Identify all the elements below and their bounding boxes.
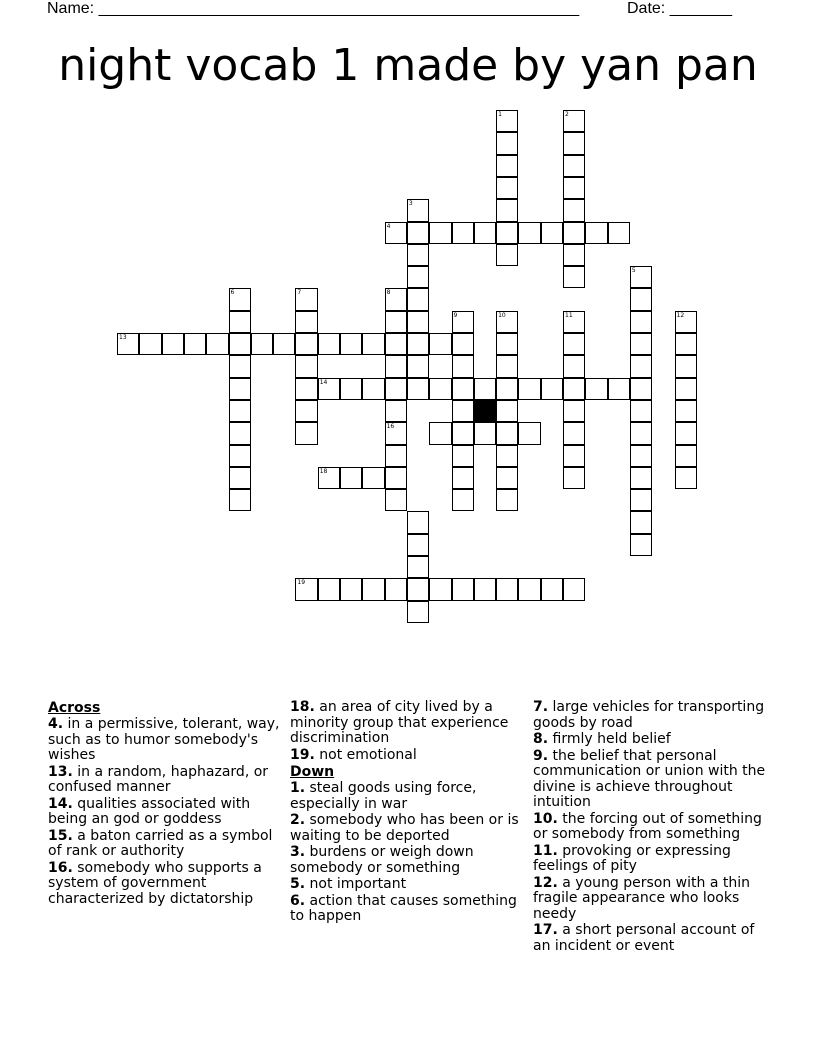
grid-cell[interactable] <box>295 400 317 422</box>
grid-cell[interactable] <box>474 422 496 444</box>
grid-cell[interactable] <box>229 355 251 377</box>
grid-cell[interactable] <box>229 467 251 489</box>
grid-cell[interactable] <box>518 378 540 400</box>
grid-cell[interactable] <box>407 534 429 556</box>
grid-cell[interactable] <box>251 333 273 355</box>
grid-cell[interactable] <box>630 400 652 422</box>
clue-item <box>533 700 769 731</box>
grid-cell[interactable] <box>407 199 429 221</box>
grid-cell[interactable] <box>362 467 384 489</box>
grid-cell[interactable] <box>563 333 585 355</box>
clue-number: 6 <box>230 289 235 297</box>
grid-cell[interactable] <box>563 422 585 444</box>
clue-item <box>290 781 526 812</box>
grid-cell[interactable] <box>407 222 429 244</box>
clue-item-text: a young person with a thin fragile appearance who looks needy <box>533 874 750 922</box>
grid-cell[interactable] <box>318 467 340 489</box>
grid-cell[interactable] <box>675 311 697 333</box>
grid-cell[interactable] <box>407 511 429 533</box>
clue-item-text: action that causes something to happen <box>290 892 517 924</box>
clue-item <box>533 876 769 923</box>
clue-number: 16 <box>386 423 395 431</box>
grid-cell[interactable] <box>563 311 585 333</box>
clue-number: 12 <box>676 311 685 319</box>
clue-item <box>48 765 284 796</box>
grid-cell[interactable] <box>429 422 451 444</box>
clue-item-number: 19. <box>290 746 315 763</box>
grid-cell[interactable] <box>474 578 496 600</box>
grid-cell[interactable] <box>295 422 317 444</box>
grid-cell[interactable] <box>407 333 429 355</box>
grid-cell[interactable] <box>295 333 317 355</box>
grid-cell[interactable] <box>385 333 407 355</box>
clue-item-text: qualities associated with being an god or goddess <box>48 795 251 827</box>
grid-cell[interactable] <box>496 155 518 177</box>
grid-cell[interactable] <box>229 288 251 310</box>
grid-cell[interactable] <box>474 378 496 400</box>
grid-cell[interactable] <box>295 311 317 333</box>
clue-item-number: 8. <box>533 731 549 747</box>
grid-cell[interactable] <box>563 199 585 221</box>
grid-cell[interactable] <box>452 467 474 489</box>
down-heading: Down <box>290 764 335 780</box>
grid-cell[interactable] <box>229 400 251 422</box>
clue-item-text: large vehicles for transporting goods by road <box>533 699 765 731</box>
clue-column-2 <box>290 700 526 926</box>
grid-cell[interactable] <box>563 155 585 177</box>
clue-item-text: somebody who has been or is waiting to be deported <box>290 812 519 844</box>
clue-number: 5 <box>631 267 636 275</box>
grid-cell[interactable] <box>385 355 407 377</box>
grid-cell[interactable] <box>518 222 540 244</box>
grid-cell[interactable] <box>318 333 340 355</box>
grid-cell[interactable] <box>563 578 585 600</box>
clue-item <box>290 748 526 764</box>
grid-cell[interactable] <box>407 378 429 400</box>
grid-cell[interactable] <box>452 400 474 422</box>
clue-item-number: 3. <box>290 844 306 860</box>
clue-number: 8 <box>386 289 391 297</box>
clue-item <box>48 829 284 860</box>
clue-number: 3 <box>408 200 413 208</box>
clue-item-number: 12. <box>533 874 558 891</box>
grid-cell[interactable] <box>340 467 362 489</box>
grid-cell[interactable] <box>585 378 607 400</box>
grid-cell[interactable] <box>496 400 518 422</box>
grid-cell[interactable] <box>407 288 429 310</box>
grid-cell[interactable] <box>496 110 518 132</box>
name-field-label: Name: ______________________________________________________ <box>47 0 580 17</box>
grid-cell[interactable] <box>429 333 451 355</box>
clue-item-text: an area of city lived by a minority group that experience discrimination <box>290 699 509 746</box>
clue-item-number: 5. <box>290 876 306 892</box>
clue-item-text: provoking or expressing feelings of pity <box>533 842 731 874</box>
grid-cell[interactable] <box>563 244 585 266</box>
grid-cell[interactable] <box>541 578 563 600</box>
grid-cell[interactable] <box>496 177 518 199</box>
clue-item <box>533 812 769 843</box>
clue-item <box>48 717 284 764</box>
grid-cell[interactable] <box>162 333 184 355</box>
grid-cell[interactable] <box>675 445 697 467</box>
clue-item-text: burdens or weigh down somebody or something <box>290 844 474 876</box>
grid-cell[interactable] <box>496 467 518 489</box>
grid-cell[interactable] <box>295 355 317 377</box>
grid-cell[interactable] <box>385 422 407 444</box>
clue-item <box>290 894 526 925</box>
clue-item-text: a short personal account of an incident or event <box>533 922 755 954</box>
grid-cell[interactable] <box>563 355 585 377</box>
grid-cell[interactable] <box>496 132 518 154</box>
grid-cell[interactable] <box>407 556 429 578</box>
clue-item-number: 16. <box>48 859 73 876</box>
grid-cell[interactable] <box>362 378 384 400</box>
grid-cell[interactable] <box>184 333 206 355</box>
grid-cell[interactable] <box>496 422 518 444</box>
grid-cell[interactable] <box>362 578 384 600</box>
grid-cell[interactable] <box>630 266 652 288</box>
grid-cell[interactable] <box>496 333 518 355</box>
clue-item <box>290 813 526 844</box>
clue-item-number: 11. <box>533 842 558 859</box>
clue-item <box>290 877 526 893</box>
clue-item-text: in a permissive, tolerant, way, such as to humor somebody's wishes <box>48 716 280 763</box>
grid-cell[interactable] <box>452 578 474 600</box>
clue-item <box>533 749 769 811</box>
clue-item-number: 10. <box>533 810 558 827</box>
grid-cell[interactable] <box>295 288 317 310</box>
grid-cell[interactable] <box>518 422 540 444</box>
grid-cell[interactable] <box>407 601 429 623</box>
grid-cell[interactable] <box>496 355 518 377</box>
clue-item-number: 7. <box>533 699 549 715</box>
clue-number: 14 <box>319 378 328 386</box>
clue-item-number: 2. <box>290 812 306 828</box>
grid-cell[interactable] <box>117 333 139 355</box>
grid-cell[interactable] <box>139 333 161 355</box>
clue-item-number: 9. <box>533 747 549 764</box>
grid-cell[interactable] <box>563 378 585 400</box>
grid-cell[interactable] <box>675 422 697 444</box>
grid-cell[interactable] <box>675 333 697 355</box>
grid-cell[interactable] <box>318 578 340 600</box>
grid-cell[interactable] <box>496 311 518 333</box>
grid-cell[interactable] <box>452 355 474 377</box>
grid-cell[interactable] <box>630 311 652 333</box>
grid-cell[interactable] <box>318 378 340 400</box>
grid-cell[interactable] <box>385 445 407 467</box>
grid-cell[interactable] <box>206 333 228 355</box>
clue-item-text: somebody who supports a system of government characterized by dictatorship <box>48 859 262 907</box>
grid-cell[interactable] <box>630 445 652 467</box>
clue-item-text: in a random, haphazard, or confused manner <box>48 763 269 795</box>
grid-cell[interactable] <box>362 333 384 355</box>
grid-cell[interactable] <box>229 333 251 355</box>
grid-cell[interactable] <box>429 378 451 400</box>
clue-number: 1 <box>498 111 502 118</box>
across-heading: Across <box>48 700 101 716</box>
grid-cell[interactable] <box>340 333 362 355</box>
grid-cell[interactable] <box>452 378 474 400</box>
grid-cell[interactable] <box>407 578 429 600</box>
clue-number: 19 <box>297 579 306 587</box>
grid-cell[interactable] <box>429 222 451 244</box>
grid-cell[interactable] <box>496 222 518 244</box>
grid-cell[interactable] <box>407 311 429 333</box>
clue-item <box>533 732 769 748</box>
grid-cell[interactable] <box>229 311 251 333</box>
clue-number: 10 <box>498 311 506 319</box>
grid-cell[interactable] <box>563 132 585 154</box>
grid-cell[interactable] <box>675 378 697 400</box>
grid-cell[interactable] <box>563 467 585 489</box>
clue-number: 4 <box>386 222 391 230</box>
clue-number: 2 <box>565 111 569 118</box>
grid-cell[interactable] <box>385 467 407 489</box>
grid-cell[interactable] <box>563 445 585 467</box>
grid-cell[interactable] <box>452 333 474 355</box>
clue-item-text: the belief that personal communication or union with the divine is achieve throughout intuition <box>533 747 766 810</box>
grid-cell[interactable] <box>496 489 518 511</box>
grid-cell[interactable] <box>675 355 697 377</box>
clue-item <box>533 844 769 875</box>
grid-cell[interactable] <box>630 422 652 444</box>
grid-cell[interactable] <box>630 288 652 310</box>
grid-cell[interactable] <box>608 222 630 244</box>
clue-item-text: a baton carried as a symbol of rank or authority <box>48 827 273 859</box>
grid-cell[interactable] <box>407 266 429 288</box>
grid-cell[interactable] <box>295 378 317 400</box>
grid-cell[interactable] <box>541 222 563 244</box>
clue-column-1 <box>48 700 284 908</box>
grid-cell[interactable] <box>340 378 362 400</box>
clue-item-number: 14. <box>48 795 73 812</box>
clue-item-text: steal goods using force, especially in war <box>290 780 477 812</box>
clue-item-number: 17. <box>533 922 558 938</box>
grid-cell[interactable] <box>518 578 540 600</box>
grid-cell[interactable] <box>541 378 563 400</box>
grid-cell[interactable] <box>385 288 407 310</box>
clue-item-text: not emotional <box>314 746 417 763</box>
grid-cell[interactable] <box>452 422 474 444</box>
grid-cell[interactable] <box>385 489 407 511</box>
grid-cell[interactable] <box>563 400 585 422</box>
grid-cell[interactable] <box>496 578 518 600</box>
clue-item-text: firmly held belief <box>548 731 671 747</box>
grid-cell[interactable] <box>630 534 652 556</box>
clue-item <box>290 700 526 747</box>
clue-item-number: 18. <box>290 699 315 715</box>
clue-item <box>290 845 526 876</box>
grid-cell[interactable] <box>229 378 251 400</box>
clue-item-number: 4. <box>48 716 64 732</box>
grid-cell[interactable] <box>563 266 585 288</box>
grid-cell[interactable] <box>429 578 451 600</box>
grid-cell[interactable] <box>563 222 585 244</box>
grid-cell[interactable] <box>273 333 295 355</box>
grid-cell[interactable] <box>608 378 630 400</box>
clue-item-number: 13. <box>48 763 73 780</box>
grid-cell[interactable] <box>385 222 407 244</box>
grid-cell[interactable] <box>385 578 407 600</box>
grid-cell[interactable] <box>474 222 496 244</box>
clue-item <box>533 923 769 954</box>
grid-cell[interactable] <box>563 177 585 199</box>
clue-number: 11 <box>565 311 573 319</box>
date-field-label: Date: _______ <box>627 0 732 17</box>
clue-item <box>48 797 284 828</box>
grid-cell[interactable] <box>340 578 362 600</box>
clue-item-number: 15. <box>48 827 73 844</box>
grid-cell[interactable] <box>630 489 652 511</box>
clue-item <box>48 861 284 908</box>
grid-cell[interactable] <box>385 400 407 422</box>
grid-cell[interactable] <box>585 222 607 244</box>
grid-cell[interactable] <box>630 511 652 533</box>
grid-cell[interactable] <box>229 489 251 511</box>
grid-cell[interactable] <box>452 311 474 333</box>
grid-cell[interactable] <box>385 311 407 333</box>
clue-item-number: 6. <box>290 892 306 909</box>
grid-cell[interactable] <box>407 355 429 377</box>
grid-cell[interactable] <box>295 578 317 600</box>
grid-cell[interactable] <box>675 400 697 422</box>
clue-number: 18 <box>319 467 328 475</box>
grid-cell[interactable] <box>496 445 518 467</box>
clue-item-text: the forcing out of something or somebody from something <box>533 810 762 842</box>
grid-cell[interactable] <box>385 378 407 400</box>
clue-number: 9 <box>453 311 458 319</box>
page-title: night vocab 1 made by yan pan <box>58 40 758 91</box>
clue-number: 13 <box>119 334 127 341</box>
grid-cell[interactable] <box>563 110 585 132</box>
grid-cell[interactable] <box>229 422 251 444</box>
grid-cell[interactable] <box>452 445 474 467</box>
grid-cell[interactable] <box>496 244 518 266</box>
grid-cell[interactable] <box>630 378 652 400</box>
clue-item-number: 1. <box>290 780 306 796</box>
grid-block-cell <box>474 400 496 422</box>
grid-cell[interactable] <box>229 445 251 467</box>
grid-cell[interactable] <box>630 467 652 489</box>
clue-number: 7 <box>297 289 302 297</box>
grid-cell[interactable] <box>630 355 652 377</box>
clue-item-text: not important <box>305 876 407 892</box>
grid-cell[interactable] <box>452 489 474 511</box>
grid-cell[interactable] <box>675 467 697 489</box>
grid-cell[interactable] <box>407 244 429 266</box>
grid-cell[interactable] <box>496 378 518 400</box>
grid-cell[interactable] <box>496 199 518 221</box>
grid-cell[interactable] <box>452 222 474 244</box>
clue-column-3 <box>533 700 769 955</box>
grid-cell[interactable] <box>630 333 652 355</box>
